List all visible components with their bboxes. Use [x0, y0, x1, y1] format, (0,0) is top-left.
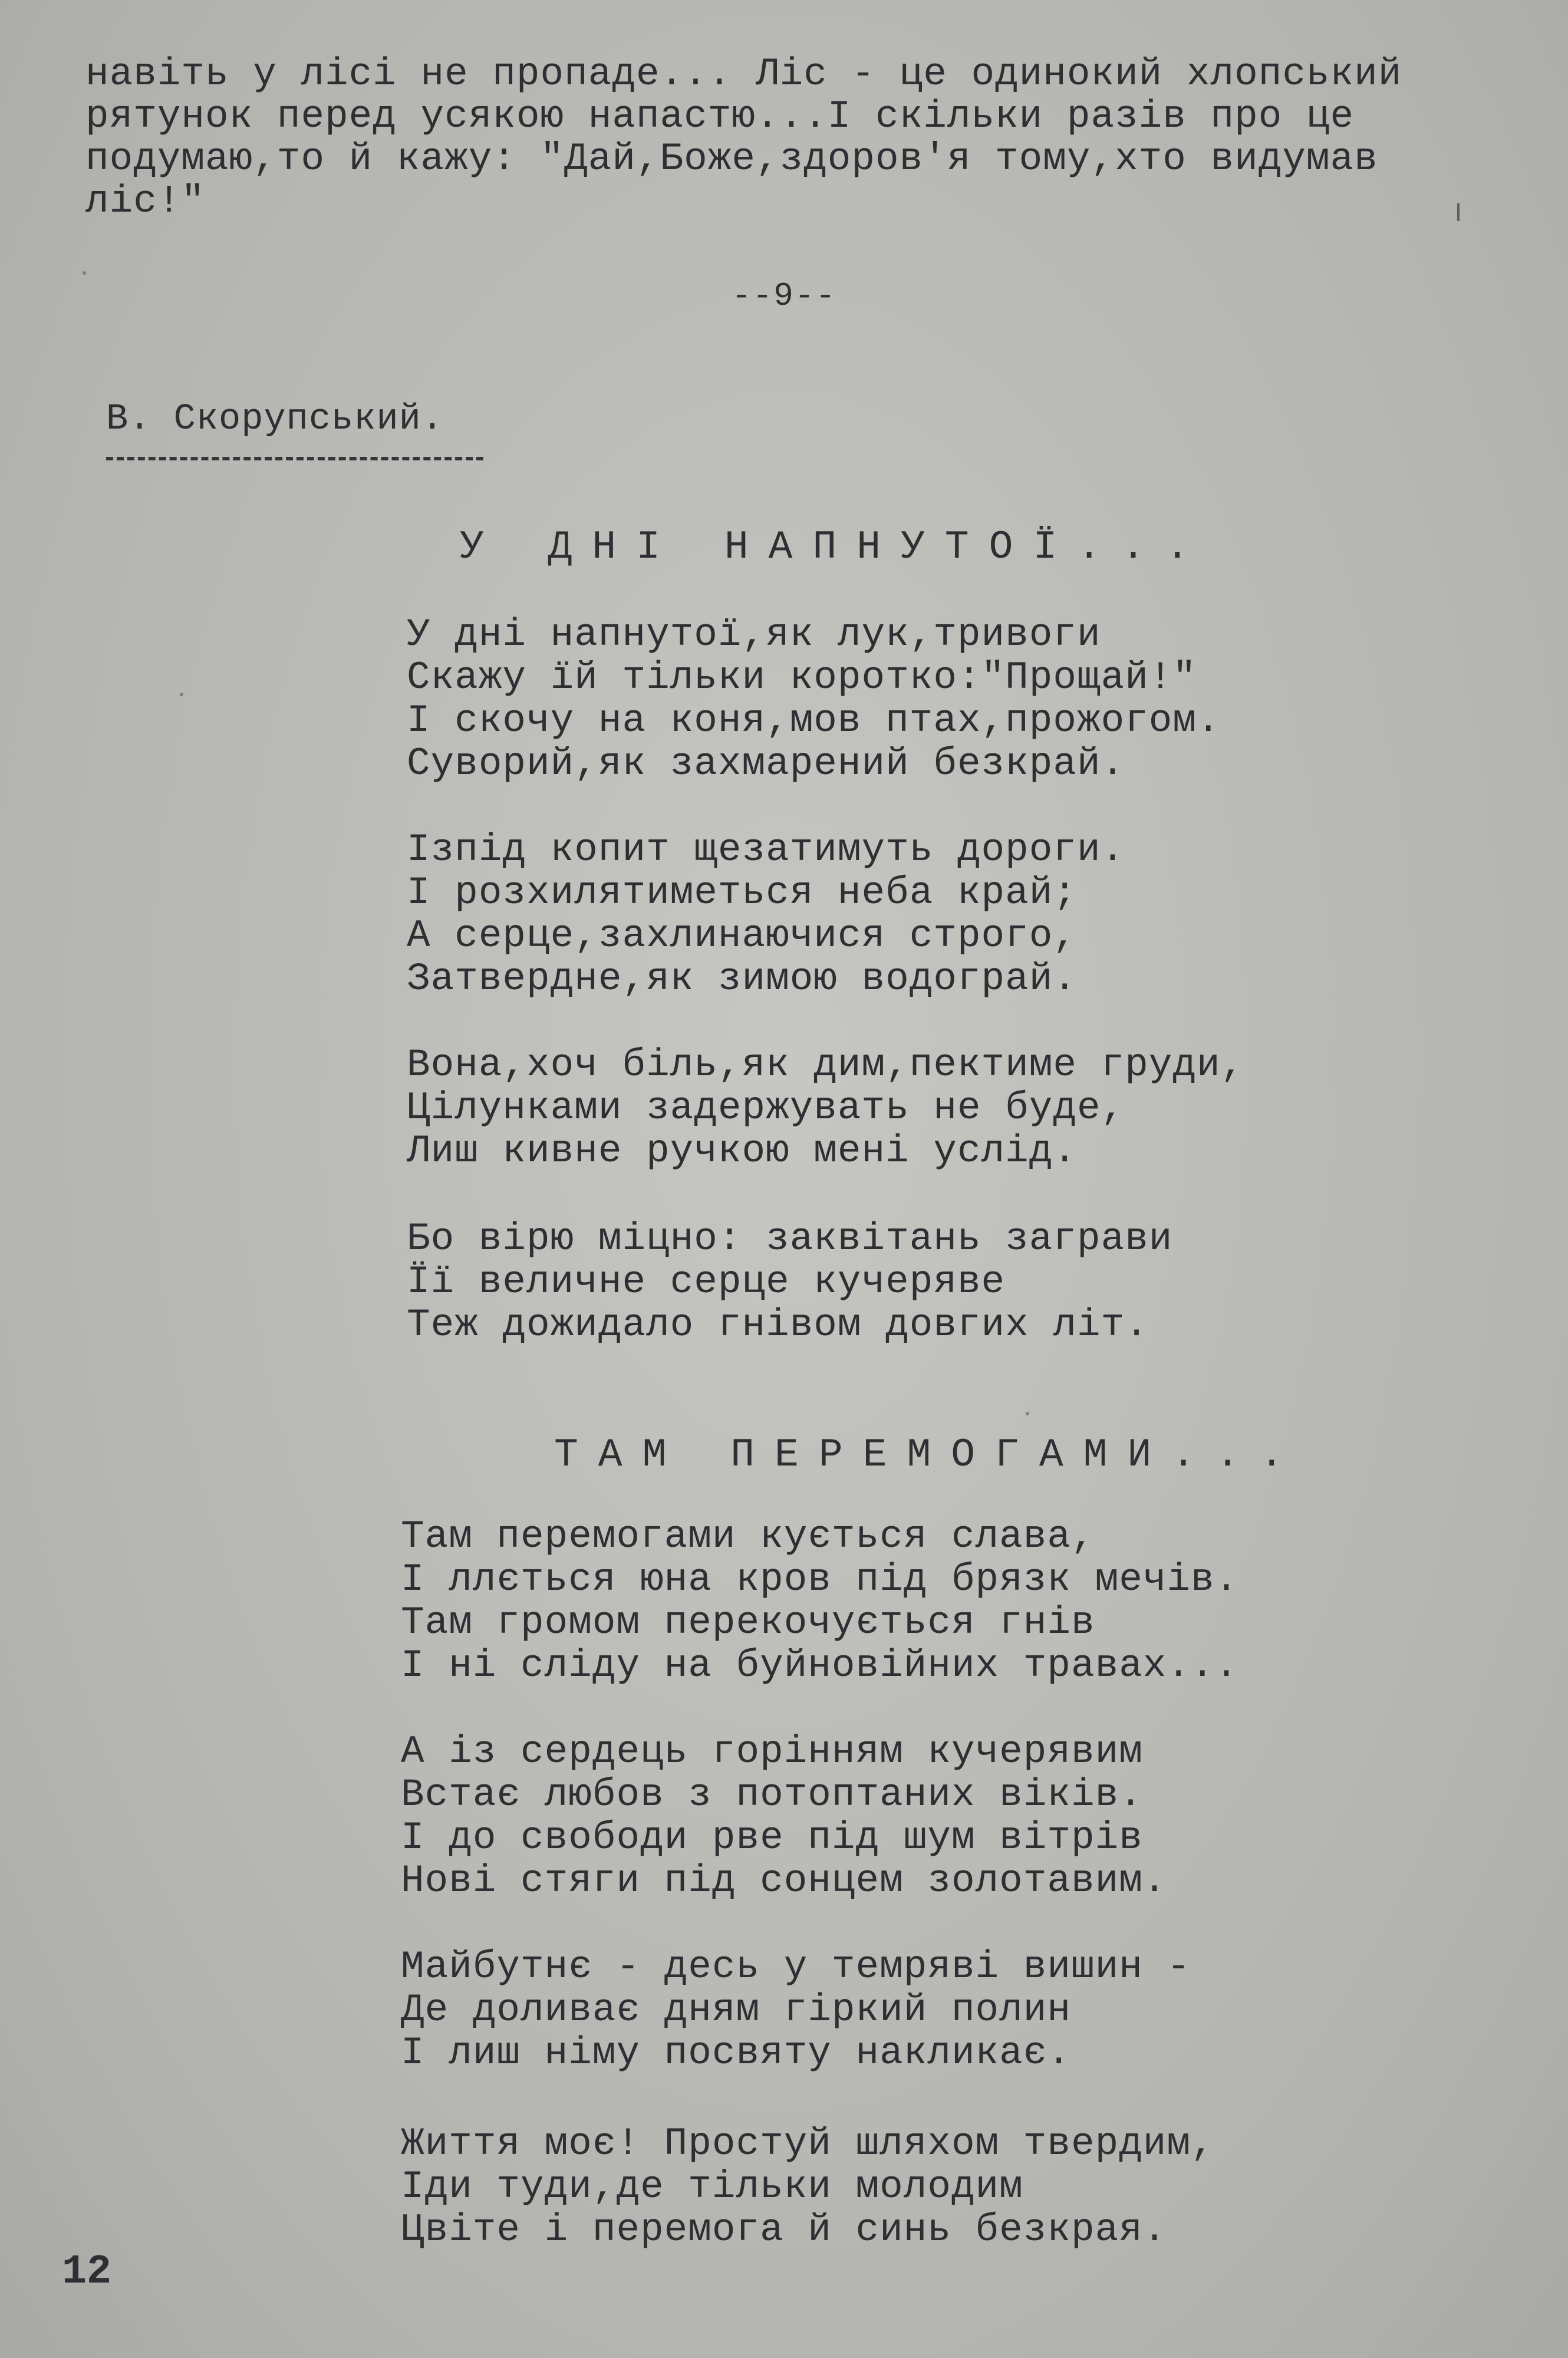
- margin-mark: [1457, 203, 1460, 221]
- poem-stanza: Майбутнє - десь у темряві вишин - Де доливає дням гіркий полин І лиш німу посвяту накликає.: [401, 1945, 1191, 2075]
- poem-stanza: Там перемогами кується слава, І ллється юна кров під брязк мечів. Там громом перекочується гнів І ні сліду на буйновійних травах...: [401, 1514, 1239, 1688]
- poem-title: ТАМ ПЕРЕМОГАМИ...: [554, 1432, 1304, 1478]
- paper-speck: [180, 693, 183, 696]
- poem-stanza: Вона,хоч біль,як дим,пектиме груди, Цілунками задержувать не буде, Лиш кивне ручкою мені услід.: [407, 1043, 1245, 1173]
- paper-speck: [83, 271, 86, 275]
- paper-speck: [1026, 1412, 1029, 1415]
- author-name: В. Скорупський.: [106, 398, 444, 440]
- page-number: 12: [62, 2249, 112, 2296]
- poem-stanza: Бо вірю міцно: заквітань заграви Її величне серце кучеряве Теж дожидало гнівом довгих літ.: [407, 1217, 1173, 1347]
- poem-stanza: Життя моє! Простуй шляхом твердим, Іди туди,де тільки молодим Цвіте і перемога й синь безкрая.: [401, 2122, 1215, 2252]
- poem-stanza: Ізпід копит щезатимуть дороги. І розхилятиметься неба край; А серце,захлинаючися строго, Затвердне,як зимою водограй.: [407, 828, 1125, 1001]
- poem-title: У ДНІ НАПНУТОЇ...: [460, 525, 1210, 570]
- author-underline: [106, 457, 483, 460]
- poem-stanza: А із сердець горінням кучерявим Встає любов з потоптаних віків. І до свободи рве під шум вітрів Нові стяги під сонцем золотавим.: [401, 1730, 1167, 1903]
- poem-stanza: У дні напнутої,як лук,тривоги Скажу їй тільки коротко:"Прощай!" І скочу на коня,мов птах,прожогом. Суворий,як захмарений безкрай.: [407, 612, 1221, 786]
- section-marker: --9--: [731, 277, 837, 315]
- intro-paragraph: навіть у лісі не пропаде... Ліс - це одинокий хлопський рятунок перед усякою напастю...І скільки разів про це подумаю,то й кажу: "Дай,Боже,здоров'я тому,хто видумав ліс!": [85, 52, 1402, 223]
